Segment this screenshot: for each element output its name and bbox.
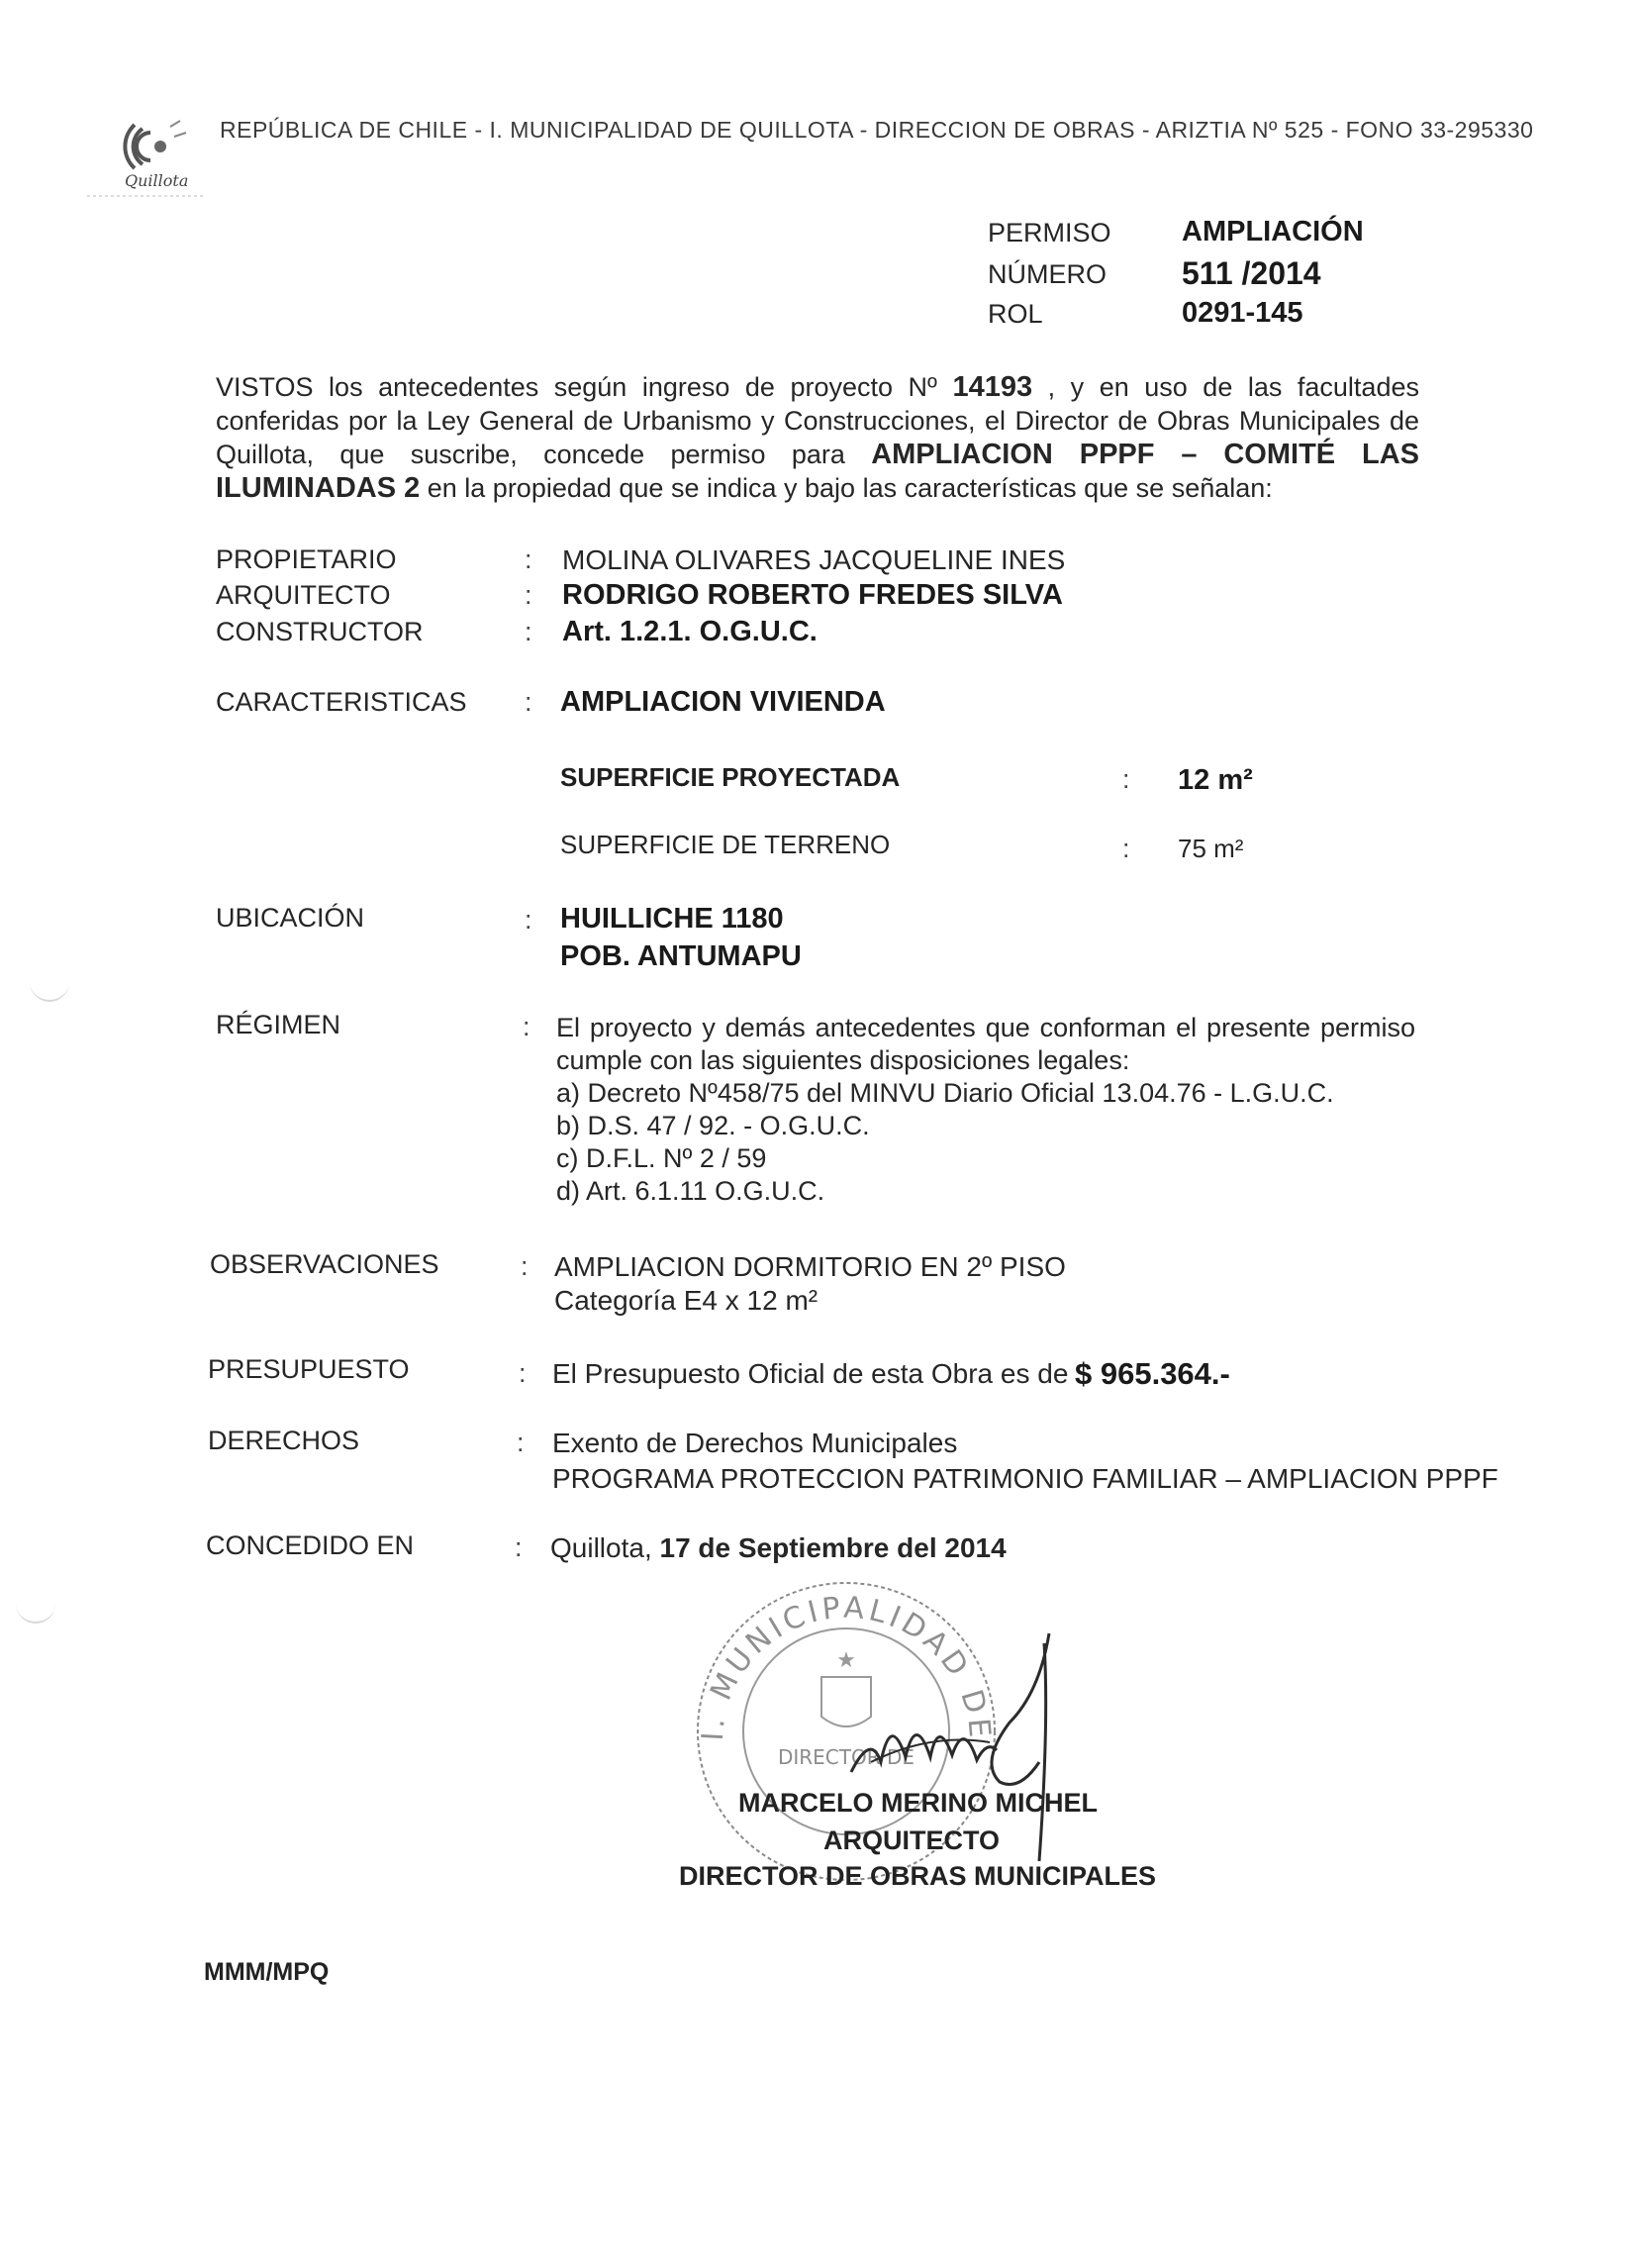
intro-paragraph	[216, 370, 1419, 505]
regimen-item: d) Art. 6.1.11 O.G.U.C.	[556, 1176, 825, 1206]
colon: :	[525, 580, 532, 610]
caracteristicas-value: AMPLIACION VIVIENDA	[560, 686, 886, 718]
presupuesto-value: $ 965.364.-	[1075, 1356, 1230, 1391]
colon: :	[525, 687, 532, 717]
ubicacion-label: UBICACIÓN	[216, 903, 365, 933]
intro-text-1: VISTOS los antecedentes según ingreso de proyecto Nº	[216, 372, 937, 402]
intro-text-2: , y en uso de las facultades conferidas por la Ley General de Urbanismo y Construcciones, el Director de Obras Municipales de Quillota, que suscribe, concede permiso para	[216, 372, 1419, 469]
colon: :	[1122, 764, 1130, 794]
constructor-label: CONSTRUCTOR	[216, 617, 424, 646]
regimen-item: c) D.F.L. Nº 2 / 59	[556, 1143, 767, 1173]
numero-label: NÚMERO	[988, 259, 1107, 289]
concedido-date: 17 de Septiembre del 2014	[659, 1532, 1007, 1563]
signatory-title: ARQUITECTO	[823, 1825, 1001, 1855]
signatory-role: DIRECTOR DE OBRAS MUNICIPALES	[679, 1861, 1157, 1891]
regimen-item: b) D.S. 47 / 92. - O.G.U.C.	[556, 1111, 870, 1140]
propietario-label: PROPIETARIO	[216, 544, 397, 574]
permiso-label: PERMISO	[988, 218, 1111, 247]
regimen-label: RÉGIMEN	[216, 1010, 341, 1039]
superficie-proyectada-label: SUPERFICIE PROYECTADA	[560, 762, 901, 792]
colon: :	[525, 544, 532, 574]
scan-mark	[16, 1602, 55, 1624]
municipal-logo	[77, 107, 216, 202]
intro-text-3: en la propiedad que se indica y bajo las características que se señalan:	[427, 473, 1273, 503]
superficie-terreno-label: SUPERFICIE DE TERRENO	[560, 830, 891, 859]
arquitecto-label: ARQUITECTO	[216, 580, 391, 610]
scan-mark	[30, 980, 69, 1002]
rol-label: ROL	[988, 299, 1043, 329]
regimen-list	[556, 1077, 1334, 1208]
observaciones-line-2: Categoría E4 x 12 m²	[554, 1285, 818, 1316]
constructor-value: Art. 1.2.1. O.G.U.C.	[562, 616, 818, 647]
regimen-item: a) Decreto Nº458/75 del MINVU Diario Oficial 13.04.76 - L.G.U.C.	[556, 1078, 1334, 1108]
derechos-label: DERECHOS	[208, 1426, 360, 1455]
letterhead: REPÚBLICA DE CHILE - I. MUNICIPALIDAD DE QUILLOTA - DIRECCION DE OBRAS - ARIZTIA Nº 525 - FONO 33-295330	[220, 117, 1534, 143]
arquitecto-value: RODRIGO ROBERTO FREDES SILVA	[562, 579, 1063, 611]
presupuesto-label: PRESUPUESTO	[208, 1354, 410, 1384]
seal-inner-text: DIRECTOR DE	[777, 1745, 915, 1769]
colon: :	[517, 1428, 525, 1457]
colon: :	[1122, 834, 1130, 863]
colon: :	[523, 1012, 530, 1041]
permiso-value: AMPLIACIÓN	[1182, 216, 1364, 247]
presupuesto-text: El Presupuesto Oficial de esta Obra es de	[552, 1358, 1069, 1389]
concedido-label: CONCEDIDO EN	[206, 1530, 415, 1560]
regimen-intro: El proyecto y demás antecedentes que conforman el presente permiso cumple con las siguientes disposiciones legales:	[556, 1013, 1415, 1075]
logo-text: Quillota	[125, 171, 189, 190]
derechos-line-1: Exento de Derechos Municipales	[552, 1428, 958, 1458]
project-name: AMPLIACION PPPF – COMITÉ LAS ILUMINADAS 2	[216, 439, 1419, 504]
numero-value: 511 /2014	[1182, 255, 1321, 291]
observaciones-label: OBSERVACIONES	[210, 1249, 439, 1279]
propietario-value: MOLINA OLIVARES JACQUELINE INES	[562, 544, 1066, 575]
colon: :	[519, 1358, 527, 1388]
colon: :	[521, 1251, 529, 1281]
concedido-value	[550, 1532, 1007, 1564]
observaciones-line-1: AMPLIACION DORMITORIO EN 2º PISO	[554, 1251, 1066, 1282]
superficie-proyectada-value: 12 m²	[1178, 764, 1253, 796]
colon: :	[525, 617, 532, 646]
ubicacion-line-1: HUILLICHE 1180	[560, 903, 784, 935]
ubicacion-line-2: POB. ANTUMAPU	[560, 940, 802, 972]
seal-text: I. MUNICIPALIDAD DE	[695, 1590, 998, 1743]
initials: MMM/MPQ	[204, 1958, 330, 1986]
rol-value: 0291-145	[1182, 297, 1303, 329]
colon: :	[525, 905, 532, 935]
signatory-name: MARCELO MERINO MICHEL	[738, 1788, 1098, 1818]
colon: :	[515, 1532, 523, 1562]
project-number: 14193	[952, 371, 1033, 403]
concedido-city: Quillota,	[550, 1532, 652, 1563]
superficie-terreno-value: 75 m²	[1178, 834, 1244, 863]
derechos-line-2: PROGRAMA PROTECCION PATRIMONIO FAMILIAR – AMPLIACION PPPF	[552, 1463, 1498, 1494]
caracteristicas-label: CARACTERISTICAS	[216, 687, 467, 717]
star-icon: ★	[836, 1648, 856, 1673]
